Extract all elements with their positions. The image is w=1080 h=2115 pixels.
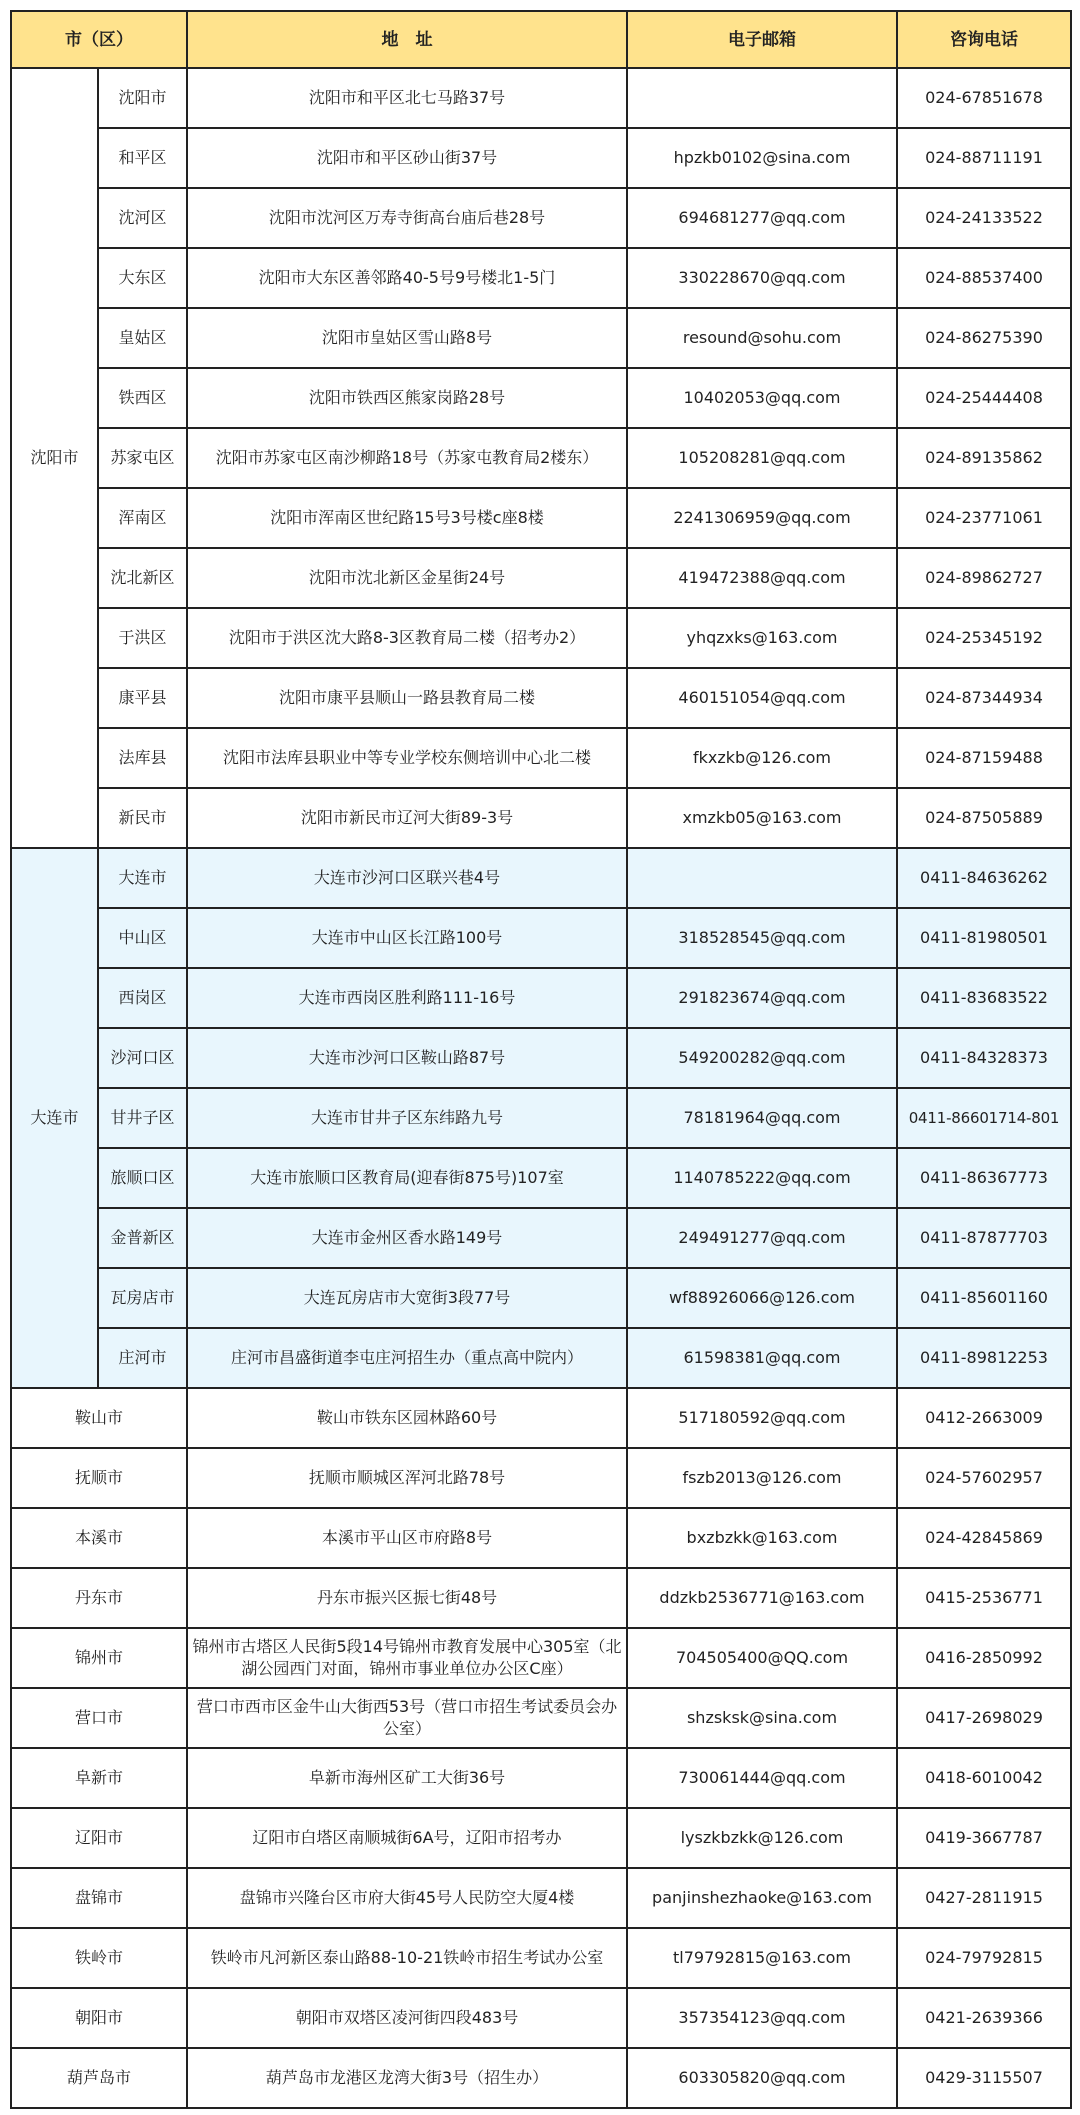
phone-cell: 024-67851678	[897, 68, 1071, 128]
city-cell: 阜新市	[11, 1748, 187, 1808]
address-cell: 沈阳市苏家屯区南沙柳路18号（苏家屯教育局2楼东）	[187, 428, 627, 488]
address-cell: 沈阳市铁西区熊家岗路28号	[187, 368, 627, 428]
email-cell	[627, 848, 897, 908]
city-cell: 营口市	[11, 1688, 187, 1748]
phone-cell: 024-24133522	[897, 188, 1071, 248]
table-row	[11, 1988, 1071, 2048]
district-cell: 浑南区	[98, 488, 187, 548]
address-cell: 沈阳市法库县职业中等专业学校东侧培训中心北二楼	[187, 728, 627, 788]
email-cell: 419472388@qq.com	[627, 548, 897, 608]
address-cell: 沈阳市沈北新区金星街24号	[187, 548, 627, 608]
email-cell: wf88926066@126.com	[627, 1268, 897, 1328]
table-row	[11, 1628, 1071, 1688]
phone-cell: 0421-2639366	[897, 1988, 1071, 2048]
phone-cell: 0419-3667787	[897, 1808, 1071, 1868]
phone-cell: 0427-2811915	[897, 1868, 1071, 1928]
table-row	[11, 1148, 1071, 1208]
table-row	[11, 1028, 1071, 1088]
table-row	[11, 2048, 1071, 2108]
city-cell: 锦州市	[11, 1628, 187, 1688]
phone-cell: 024-89135862	[897, 428, 1071, 488]
phone-cell: 024-89862727	[897, 548, 1071, 608]
email-cell: hpzkb0102@sina.com	[627, 128, 897, 188]
district-cell: 康平县	[98, 668, 187, 728]
table-row	[11, 668, 1071, 728]
phone-cell: 0411-89812253	[897, 1328, 1071, 1388]
district-cell: 沈阳市	[98, 68, 187, 128]
address-cell: 抚顺市顺城区浑河北路78号	[187, 1448, 627, 1508]
address-cell: 沈阳市沈河区万寿寺街高台庙后巷28号	[187, 188, 627, 248]
table-row	[11, 188, 1071, 248]
email-cell: bxzbzkk@163.com	[627, 1508, 897, 1568]
city-cell: 葫芦岛市	[11, 2048, 187, 2108]
phone-cell: 024-87505889	[897, 788, 1071, 848]
table-row	[11, 1088, 1071, 1148]
table-row	[11, 308, 1071, 368]
email-cell: yhqzxks@163.com	[627, 608, 897, 668]
district-cell: 新民市	[98, 788, 187, 848]
table-row	[11, 1448, 1071, 1508]
contact-table	[10, 10, 1072, 2109]
header-city: 市（区）	[11, 11, 187, 68]
email-cell: xmzkb05@163.com	[627, 788, 897, 848]
table-row	[11, 1508, 1071, 1568]
address-cell: 鞍山市铁东区园林路60号	[187, 1388, 627, 1448]
header-email: 电子邮箱	[627, 11, 897, 68]
district-cell: 瓦房店市	[98, 1268, 187, 1328]
address-cell: 大连市旅顺口区教育局(迎春街875号)107室	[187, 1148, 627, 1208]
phone-cell: 024-88711191	[897, 128, 1071, 188]
email-cell: 730061444@qq.com	[627, 1748, 897, 1808]
city-cell: 铁岭市	[11, 1928, 187, 1988]
address-cell: 沈阳市和平区砂山街37号	[187, 128, 627, 188]
table-row	[11, 488, 1071, 548]
address-cell: 盘锦市兴隆台区市府大街45号人民防空大厦4楼	[187, 1868, 627, 1928]
email-cell: 61598381@qq.com	[627, 1328, 897, 1388]
email-cell: 249491277@qq.com	[627, 1208, 897, 1268]
district-cell: 甘井子区	[98, 1088, 187, 1148]
phone-cell: 0418-6010042	[897, 1748, 1071, 1808]
email-cell: 291823674@qq.com	[627, 968, 897, 1028]
phone-cell: 0416-2850992	[897, 1628, 1071, 1688]
phone-cell: 0411-87877703	[897, 1208, 1071, 1268]
table-row	[11, 1808, 1071, 1868]
phone-cell: 024-87159488	[897, 728, 1071, 788]
table-row	[11, 1928, 1071, 1988]
email-cell: 549200282@qq.com	[627, 1028, 897, 1088]
phone-cell: 0411-84328373	[897, 1028, 1071, 1088]
email-cell: 517180592@qq.com	[627, 1388, 897, 1448]
table-row	[11, 1328, 1071, 1388]
email-cell: resound@sohu.com	[627, 308, 897, 368]
table-row	[11, 1748, 1071, 1808]
phone-cell: 0411-84636262	[897, 848, 1071, 908]
header-phone: 咨询电话	[897, 11, 1071, 68]
email-cell: fszb2013@126.com	[627, 1448, 897, 1508]
email-cell: 357354123@qq.com	[627, 1988, 897, 2048]
address-cell: 大连市金州区香水路149号	[187, 1208, 627, 1268]
table-row	[11, 848, 1071, 908]
district-cell: 和平区	[98, 128, 187, 188]
phone-cell: 024-23771061	[897, 488, 1071, 548]
district-cell: 大东区	[98, 248, 187, 308]
email-cell: 460151054@qq.com	[627, 668, 897, 728]
address-cell: 大连市西岗区胜利路111-16号	[187, 968, 627, 1028]
table-row	[11, 1568, 1071, 1628]
table-row	[11, 548, 1071, 608]
phone-cell: 0411-83683522	[897, 968, 1071, 1028]
address-cell: 阜新市海州区矿工大街36号	[187, 1748, 627, 1808]
address-cell: 大连市沙河口区联兴巷4号	[187, 848, 627, 908]
address-cell: 大连市甘井子区东纬路九号	[187, 1088, 627, 1148]
table-row	[11, 788, 1071, 848]
address-cell: 葫芦岛市龙港区龙湾大街3号（招生办）	[187, 2048, 627, 2108]
district-cell: 法库县	[98, 728, 187, 788]
phone-cell: 024-79792815	[897, 1928, 1071, 1988]
address-cell: 大连瓦房店市大宽街3段77号	[187, 1268, 627, 1328]
address-cell: 沈阳市于洪区沈大路8-3区教育局二楼（招考办2）	[187, 608, 627, 668]
email-cell: panjinshezhaoke@163.com	[627, 1868, 897, 1928]
table-row	[11, 1388, 1071, 1448]
address-cell: 营口市西市区金牛山大街西53号（营口市招生考试委员会办公室）	[187, 1688, 627, 1748]
email-cell: shzsksk@sina.com	[627, 1688, 897, 1748]
phone-cell: 0412-2663009	[897, 1388, 1071, 1448]
district-cell: 旅顺口区	[98, 1148, 187, 1208]
table-row	[11, 368, 1071, 428]
phone-cell: 024-25444408	[897, 368, 1071, 428]
phone-cell: 0411-85601160	[897, 1268, 1071, 1328]
city-cell: 盘锦市	[11, 1868, 187, 1928]
table-row	[11, 428, 1071, 488]
email-cell: 105208281@qq.com	[627, 428, 897, 488]
district-cell: 庄河市	[98, 1328, 187, 1388]
table-row	[11, 608, 1071, 668]
email-cell: fkxzkb@126.com	[627, 728, 897, 788]
email-cell: 1140785222@qq.com	[627, 1148, 897, 1208]
address-cell: 沈阳市皇姑区雪山路8号	[187, 308, 627, 368]
district-cell: 中山区	[98, 908, 187, 968]
district-cell: 沈河区	[98, 188, 187, 248]
district-cell: 于洪区	[98, 608, 187, 668]
address-cell: 丹东市振兴区振七街48号	[187, 1568, 627, 1628]
address-cell: 沈阳市浑南区世纪路15号3号楼c座8楼	[187, 488, 627, 548]
email-cell: lyszkbzkk@126.com	[627, 1808, 897, 1868]
address-cell: 本溪市平山区市府路8号	[187, 1508, 627, 1568]
phone-cell: 024-25345192	[897, 608, 1071, 668]
table-row	[11, 128, 1071, 188]
address-cell: 锦州市古塔区人民街5段14号锦州市教育发展中心305室（北湖公园西门对面，锦州市事业单位办公区C座）	[187, 1628, 627, 1688]
email-cell: tl79792815@163.com	[627, 1928, 897, 1988]
district-cell: 沙河口区	[98, 1028, 187, 1088]
phone-cell: 0411-81980501	[897, 908, 1071, 968]
table-row	[11, 1868, 1071, 1928]
city-cell: 朝阳市	[11, 1988, 187, 2048]
phone-cell: 0411-86367773	[897, 1148, 1071, 1208]
email-cell: ddzkb2536771@163.com	[627, 1568, 897, 1628]
address-cell: 辽阳市白塔区南顺城街6A号，辽阳市招考办	[187, 1808, 627, 1868]
phone-cell: 024-57602957	[897, 1448, 1071, 1508]
address-cell: 大连市沙河口区鞍山路87号	[187, 1028, 627, 1088]
phone-cell: 0415-2536771	[897, 1568, 1071, 1628]
district-cell: 大连市	[98, 848, 187, 908]
phone-cell: 024-88537400	[897, 248, 1071, 308]
address-cell: 铁岭市凡河新区泰山路88-10-21铁岭市招生考试办公室	[187, 1928, 627, 1988]
address-cell: 沈阳市和平区北七马路37号	[187, 68, 627, 128]
table-row	[11, 248, 1071, 308]
email-cell: 2241306959@qq.com	[627, 488, 897, 548]
address-cell: 庄河市昌盛街道李屯庄河招生办（重点高中院内）	[187, 1328, 627, 1388]
city-cell: 辽阳市	[11, 1808, 187, 1868]
address-cell: 沈阳市大东区善邻路40-5号9号楼北1-5门	[187, 248, 627, 308]
city-cell: 本溪市	[11, 1508, 187, 1568]
district-cell: 沈北新区	[98, 548, 187, 608]
address-cell: 大连市中山区长江路100号	[187, 908, 627, 968]
phone-cell: 024-87344934	[897, 668, 1071, 728]
district-cell: 金普新区	[98, 1208, 187, 1268]
city-cell: 抚顺市	[11, 1448, 187, 1508]
phone-cell: 0411-86601714-801	[897, 1088, 1071, 1148]
table-row	[11, 908, 1071, 968]
table-row	[11, 1208, 1071, 1268]
email-cell: 694681277@qq.com	[627, 188, 897, 248]
email-cell: 10402053@qq.com	[627, 368, 897, 428]
table-body	[11, 68, 1071, 2108]
address-cell: 沈阳市康平县顺山一路县教育局二楼	[187, 668, 627, 728]
email-cell: 330228670@qq.com	[627, 248, 897, 308]
phone-cell: 024-86275390	[897, 308, 1071, 368]
table-row	[11, 68, 1071, 128]
email-cell: 78181964@qq.com	[627, 1088, 897, 1148]
email-cell: 704505400@QQ.com	[627, 1628, 897, 1688]
city-cell: 丹东市	[11, 1568, 187, 1628]
city-cell: 沈阳市	[11, 68, 98, 848]
phone-cell: 024-42845869	[897, 1508, 1071, 1568]
phone-cell: 0429-3115507	[897, 2048, 1071, 2108]
table-row	[11, 1688, 1071, 1748]
district-cell: 苏家屯区	[98, 428, 187, 488]
table-row	[11, 1268, 1071, 1328]
email-cell: 318528545@qq.com	[627, 908, 897, 968]
city-cell: 大连市	[11, 848, 98, 1388]
table-row	[11, 968, 1071, 1028]
email-cell: 603305820@qq.com	[627, 2048, 897, 2108]
district-cell: 皇姑区	[98, 308, 187, 368]
header-address: 地 址	[187, 11, 627, 68]
header-row	[11, 11, 1071, 68]
city-cell: 鞍山市	[11, 1388, 187, 1448]
district-cell: 西岗区	[98, 968, 187, 1028]
district-cell: 铁西区	[98, 368, 187, 428]
phone-cell: 0417-2698029	[897, 1688, 1071, 1748]
table-row	[11, 728, 1071, 788]
email-cell	[627, 68, 897, 128]
address-cell: 朝阳市双塔区凌河街四段483号	[187, 1988, 627, 2048]
address-cell: 沈阳市新民市辽河大街89-3号	[187, 788, 627, 848]
